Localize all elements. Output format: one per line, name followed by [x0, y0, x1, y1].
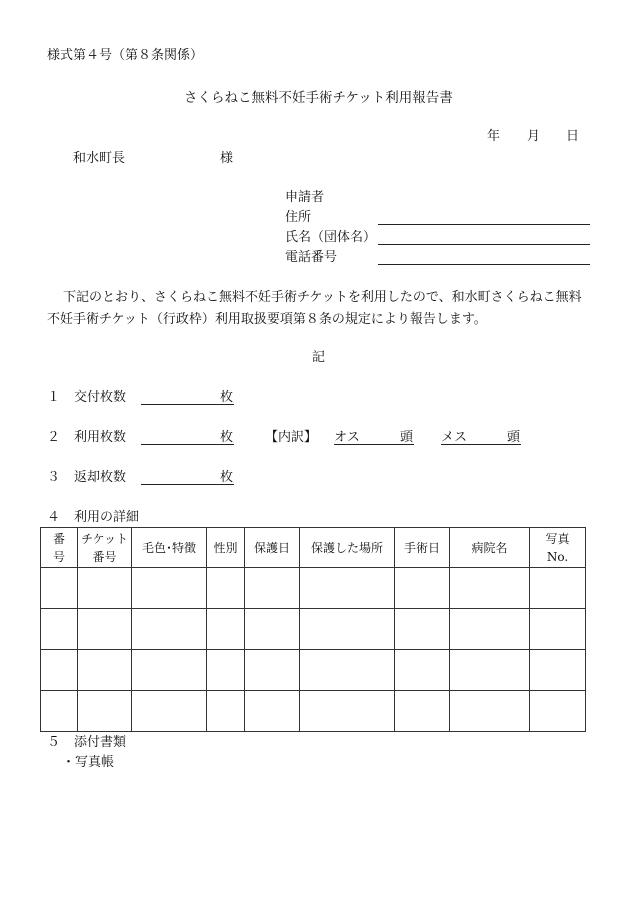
- header-surgery-date: 手術日: [395, 528, 450, 568]
- page-title: さくらねこ無料不妊手術チケット利用報告書: [184, 90, 453, 106]
- body-line-2: 不妊手術チケット（行政枠）利用取扱要項第８条の規定により報告します。: [47, 312, 487, 327]
- table-cell[interactable]: [41, 650, 78, 691]
- table-cell[interactable]: [41, 691, 78, 732]
- addressee-mayor: 和水町長: [73, 151, 126, 166]
- table-cell[interactable]: [530, 650, 586, 691]
- form-number: 様式第４号（第８条関係）: [47, 48, 204, 63]
- header-photo-no: 写真 No.: [530, 528, 586, 568]
- table-cell[interactable]: [300, 568, 395, 609]
- item1-number: １: [47, 390, 61, 405]
- table-cell[interactable]: [450, 568, 530, 609]
- table-cell[interactable]: [41, 609, 78, 650]
- table-cell[interactable]: [530, 568, 586, 609]
- header-sex: 性別: [207, 528, 245, 568]
- table-row: [41, 691, 586, 732]
- item3-number: ３: [47, 470, 61, 485]
- male-unit: 頭: [400, 430, 414, 445]
- table-cell[interactable]: [132, 568, 207, 609]
- header-coat-color: 毛色･特徴: [132, 528, 207, 568]
- phone-field[interactable]: [378, 264, 590, 265]
- table-cell[interactable]: [207, 568, 245, 609]
- name-field[interactable]: [378, 244, 590, 245]
- item4-number: ４: [47, 510, 61, 525]
- table-cell[interactable]: [300, 691, 395, 732]
- name-label: 氏名（団体名）: [285, 230, 377, 245]
- attachment-photo-book: ・写真帳: [62, 755, 115, 770]
- table-cell[interactable]: [245, 691, 300, 732]
- table-cell[interactable]: [132, 691, 207, 732]
- table-cell[interactable]: [395, 691, 450, 732]
- header-rescue-date: 保護日: [245, 528, 300, 568]
- table-cell[interactable]: [395, 650, 450, 691]
- table-cell[interactable]: [132, 609, 207, 650]
- applicant-heading: 申請者: [285, 190, 325, 205]
- table-cell[interactable]: [78, 691, 132, 732]
- table-cell[interactable]: [450, 691, 530, 732]
- table-row: [41, 650, 586, 691]
- item1-unit: 枚: [220, 390, 234, 405]
- table-cell[interactable]: [132, 650, 207, 691]
- phone-label: 電話番号: [285, 250, 338, 265]
- item4-label: 利用の詳細: [74, 510, 140, 525]
- table-cell[interactable]: [300, 650, 395, 691]
- header-ticket-number: チケット 番号: [78, 528, 132, 568]
- item5-number: ５: [47, 735, 61, 750]
- female-unit: 頭: [507, 430, 521, 445]
- item2-unit: 枚: [220, 430, 234, 445]
- item3-unit: 枚: [220, 470, 234, 485]
- table-cell[interactable]: [207, 609, 245, 650]
- item2-label: 利用枚数: [74, 430, 127, 445]
- item2-number: ２: [47, 430, 61, 445]
- male-label: オス: [334, 430, 360, 445]
- item5-label: 添付書類: [74, 735, 127, 750]
- item3-label: 返却枚数: [74, 470, 127, 485]
- header-number: 番 号: [41, 528, 78, 568]
- table-cell[interactable]: [300, 609, 395, 650]
- table-row: [41, 568, 586, 609]
- table-cell[interactable]: [395, 568, 450, 609]
- table-cell[interactable]: [450, 650, 530, 691]
- table-cell[interactable]: [245, 609, 300, 650]
- female-label: メス: [441, 430, 468, 445]
- breakdown-label: 【内訳】: [265, 430, 318, 445]
- body-line-1: 下記のとおり、さくらねこ無料不妊手術チケットを利用したので、和水町さくらねこ無料: [63, 290, 582, 305]
- date-year-label: 年: [487, 129, 501, 144]
- table-cell[interactable]: [78, 568, 132, 609]
- date-day-label: 日: [566, 129, 580, 144]
- table-cell[interactable]: [245, 568, 300, 609]
- table-cell[interactable]: [450, 609, 530, 650]
- table-cell[interactable]: [530, 691, 586, 732]
- addressee-honorific: 様: [220, 151, 234, 166]
- table-header-row: [41, 528, 586, 568]
- address-field[interactable]: [378, 224, 590, 225]
- date-month-label: 月: [527, 129, 541, 144]
- table-cell[interactable]: [78, 609, 132, 650]
- address-label: 住所: [285, 210, 312, 225]
- table-cell[interactable]: [78, 650, 132, 691]
- table-row: [41, 609, 586, 650]
- table-cell[interactable]: [41, 568, 78, 609]
- table-cell[interactable]: [207, 650, 245, 691]
- table-cell[interactable]: [530, 609, 586, 650]
- table-cell[interactable]: [245, 650, 300, 691]
- header-hospital: 病院名: [450, 528, 530, 568]
- details-table: [40, 527, 586, 732]
- table-cell[interactable]: [207, 691, 245, 732]
- item1-label: 交付枚数: [74, 390, 127, 405]
- table-cell[interactable]: [395, 609, 450, 650]
- header-rescue-place: 保護した場所: [300, 528, 395, 568]
- ki-mark: 記: [312, 350, 326, 365]
